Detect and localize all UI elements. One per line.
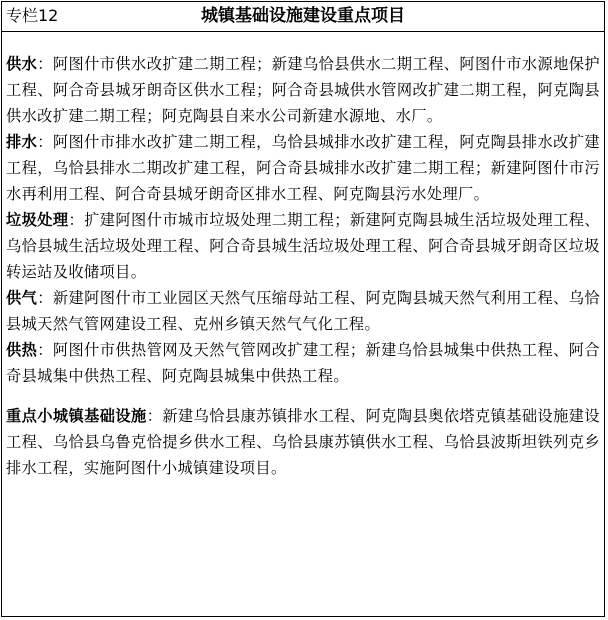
- special-column-box: [1, 1, 605, 617]
- section-small-town-infrastructure: [6, 403, 600, 481]
- section-heat-supply: [6, 337, 600, 389]
- column-title: 城镇基础设施建设重点项目: [201, 6, 405, 26]
- section-text: ：新建乌恰县康苏镇排水工程、阿克陶县奥依塔克镇基础设施建设工程、乌恰县乌鲁克恰提乡供水工程、乌恰县康苏镇供水工程、乌恰县波斯坦铁列克乡排水工程，实施阿图什小城镇建设项目。: [6, 407, 600, 477]
- column-header: [2, 2, 604, 32]
- section-heading: 供气: [6, 289, 38, 307]
- section-waste-treatment: [6, 207, 600, 285]
- section-text: ：扩建阿图什市城市垃圾处理二期工程；新建阿克陶县城生活垃圾处理工程、乌恰县城生活垃圾处理工程、阿合奇县城生活垃圾处理工程、阿合奇县城牙朗奇区垃圾转运站及收储项目。: [6, 211, 600, 281]
- section-text: ：阿图什市排水改扩建二期工程，乌恰县城排水改扩建工程，阿克陶县排水改扩建工程，乌恰县排水二期改扩建工程，阿合奇县城排水改扩建二期工程；新建阿图什市污水再利用工程、阿合奇县城牙朗奇区排水工程、阿克陶县污水处理厂。: [6, 133, 600, 203]
- section-heading: 供热: [6, 341, 38, 359]
- column-content: [2, 32, 604, 481]
- section-drainage: [6, 129, 600, 207]
- section-text: ：阿图什市供热管网及天然气管网改扩建工程；新建乌恰县城集中供热工程、阿合奇县城集中供热工程、阿克陶县城集中供热工程。: [6, 341, 600, 385]
- section-heading: 供水: [6, 55, 38, 73]
- section-heading: 垃圾处理: [6, 211, 69, 229]
- section-heading: 排水: [6, 133, 38, 151]
- section-water-supply: [6, 51, 600, 129]
- section-gas-supply: [6, 285, 600, 337]
- section-text: ：阿图什市供水改扩建二期工程；新建乌恰县供水二期工程、阿图什市水源地保护工程、阿合奇县城牙朗奇区供水工程；阿合奇县城供水管网改扩建二期工程，阿克陶县供水改扩建二期工程；阿克陶县自来水公司新建水源地、水厂。: [6, 55, 600, 125]
- section-heading: 重点小城镇基础设施: [6, 407, 147, 425]
- section-text: ：新建阿图什市工业园区天然气压缩母站工程、阿克陶县城天然气利用工程、乌恰县城天然气管网建设工程、克州乡镇天然气气化工程。: [6, 289, 600, 333]
- column-label: 专栏12: [6, 6, 59, 25]
